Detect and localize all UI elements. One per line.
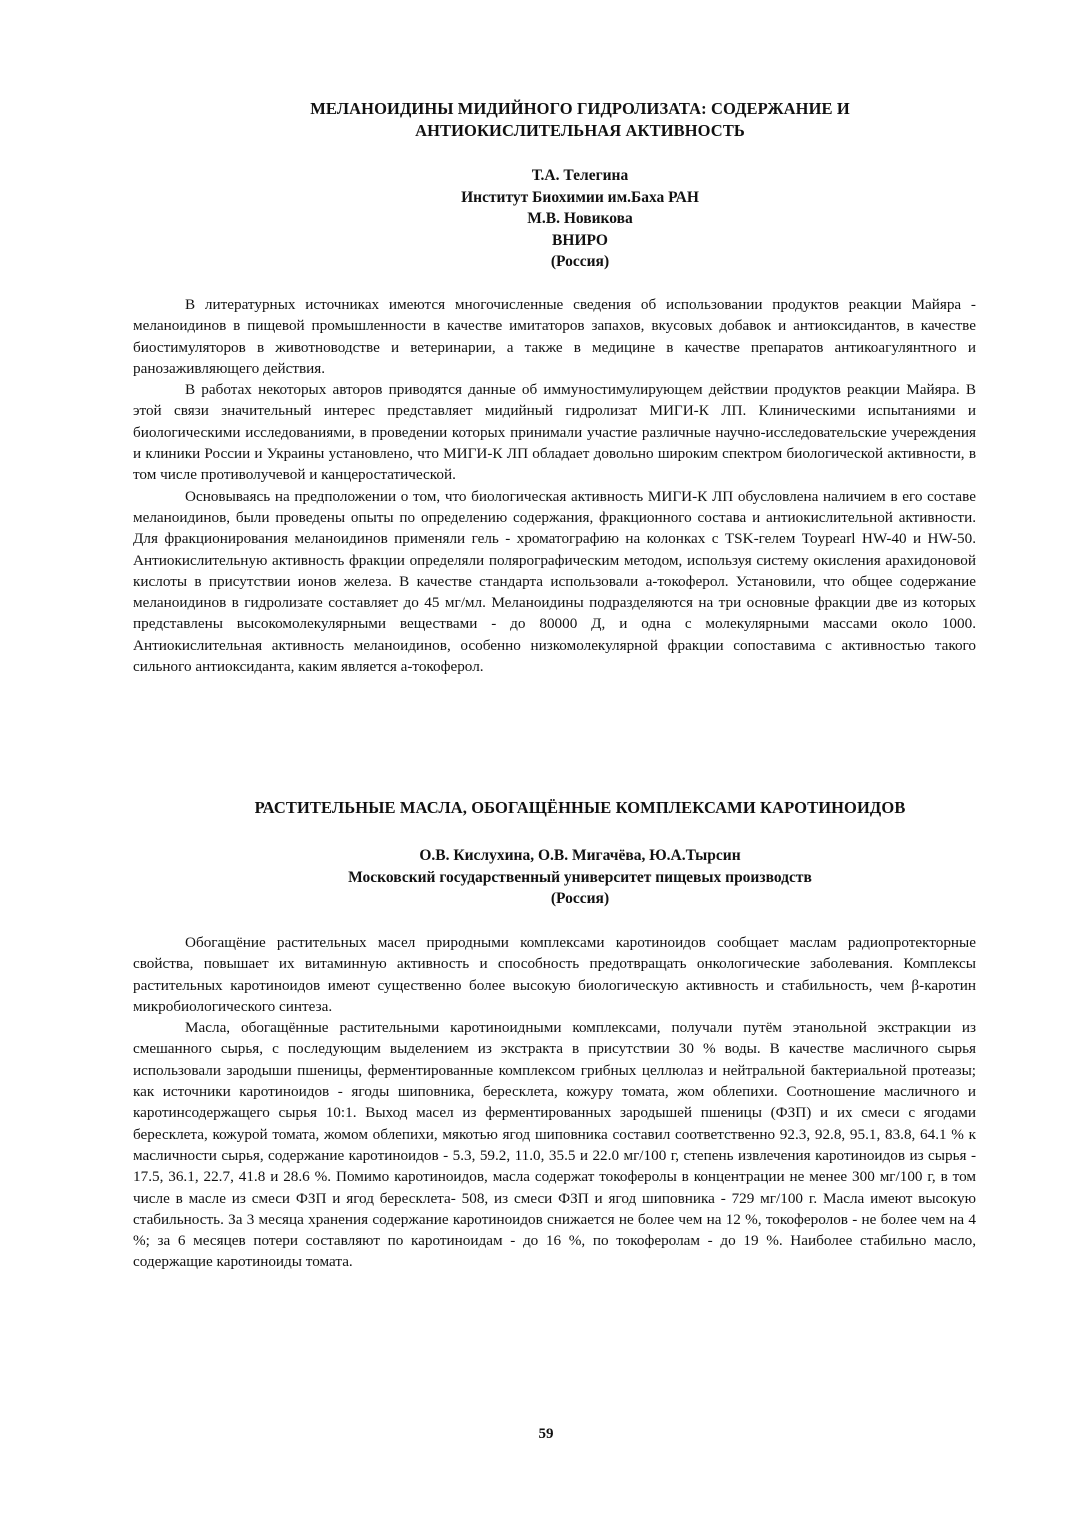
- article-1-title: [160, 98, 1000, 142]
- article-2-title-line-1: РАСТИТЕЛЬНЫЕ МАСЛА, ОБОГАЩЁННЫЕ КОМПЛЕКСАМИ КАРОТИНОИДОВ: [254, 798, 906, 817]
- article-1-body: [133, 294, 976, 677]
- article-2-author-line-3: (Россия): [550, 890, 610, 907]
- article-1-author-line-3: М.В. Новикова: [527, 210, 633, 227]
- article-2-paragraph-1: Обогащёние растительных масел природными комплексами каротиноидов сообщает маслам радиопротекторные свойства, повышает их витаминную активность и способность предотвращать онкологические заболевания. Комплексы растительных каротиноидов имеют существенно более высокую биологическую активность и стабильность, чем β-каротин микробиологического синтеза.: [133, 934, 976, 1015]
- article-1-author-line-1: Т.А. Телегина: [531, 167, 629, 184]
- article-1-author-line-2: Институт Биохимии им.Баха РАН: [461, 188, 699, 206]
- article-1-title-line-2: АНТИОКИСЛИТЕЛЬНАЯ АКТИВНОСТЬ: [415, 121, 745, 140]
- article-1-paragraph-1: В литературных источниках имеются многочисленные сведения об использовании продуктов реакции Майяра - меланоидинов в пищевой промышленности в качестве имитаторов запахов, вкусовых добавок и антиоксидантов, в качестве биостимуляторов в животноводстве и ветеринарии, а также в медицине в качестве препаратов антикоагулянтного и ранозаживляющего действия.: [133, 296, 976, 377]
- article-1-author-line-5: (Россия): [550, 253, 610, 270]
- article-2-author-line-2: Московский государственный университет пищевых производств: [348, 868, 812, 886]
- article-2-authors: [160, 845, 1000, 910]
- article-2-author-line-1: О.В. Кислухина, О.В. Мигачёва, Ю.А.Тырсин: [419, 847, 741, 864]
- article-1-paragraph-2: В работах некоторых авторов приводятся данные об иммуностимулирующем действии продуктов реакции Майяра. В этой связи значительный интерес представляет мидийный гидролизат МИГИ-К ЛП. Клиническими испытаниями и биологическими исследованиями, в проведении которых принимали участие различные научно-исследовательские учереждения и клиники России и Украины установлено, что МИГИ-К ЛП обладает довольно широким спектром биологической активности, в том числе противолучевой и канцеростатической.: [133, 381, 976, 484]
- page-number: 59: [538, 1426, 554, 1442]
- article-2-body: [133, 932, 976, 1273]
- article-1-authors: [160, 165, 1000, 273]
- article-2-paragraph-2: Масла, обогащённые растительными каротиноидными комплексами, получали путём этанольной экстракции из смешанного сырья, с последующим выделением из экстракта в присутствии 30 % воды. В качестве масличного сырья использовали зародыши пшеницы, ферментированные комплексом грибных целлюлаз и нейтральной бактериальной протеазы; как источники каротиноидов - ягоды шиповника, бересклета, кожуру томата, жом облепихи. Соотношение масличного и каротинсодержащего сырья 10:1. Выход масел из ферментированных зародышей пшеницы (ФЗП) и их смеси с ягодами бересклета, кожурой томата, жомом облепихи, мякотью ягод шиповника составил соответственно 92.3, 92.8, 95.1, 83.8, 64.1 % к масличности сырья, содержание каротиноидов - 5.3, 59.2, 11.0, 35.5 и 22.0 мг/100 г, степень извлечения каротиноидов из сырья - 17.5, 36.1, 22.7, 41.8 и 28.6 %. Помимо каротиноидов, масла содержат токоферолы в концентрации не менее 300 мг/100 г, в том числе в масле из смеси ФЗП и ягод бересклета- 508, из смеси ФЗП и ягод шиповника - 729 мг/100 г. Масла имеют высокую стабильность. За 3 месяца хранения содержание каротиноидов снижается не более чем на 12 %, токоферолов - не более чем на 4 %; за 6 месяцев потери составляют по каротиноидам - до 16 %, по токоферолам - до 19 %. Наиболее стабильно масло, содержащие каротиноиды томата.: [133, 1019, 976, 1271]
- article-1-paragraph-3: Основываясь на предположении о том, что биологическая активность МИГИ-К ЛП обусловлена наличием в его составе меланоидинов, были проведены опыты по определению содержания, фракционного состава и антиокислительной активности. Для фракционирования меланоидинов применяли гель - хроматографию на колонках с TSK-гелем Toypearl HW-40 и HW-50. Антиокислительную активность фракции определяли полярографическим методом, используя систему окисления арахидоновой кислоты в присутствии ионов железа. В качестве стандарта использовали а-токоферол. Установили, что общее содержание меланоидинов в гидролизате составляет до 45 мг/мл. Меланоидины подразделяются на три основные фракции две из которых представлены высокомолекулярными веществами - до 80000 Д, и одна с молекулярными массами около 1000. Антиокислительная активность меланоидинов, особенно низкомолекулярной фракции сопоставима с активностью такого сильного антиоксиданта, каким является а-токоферол.: [133, 487, 976, 676]
- article-1-title-line-1: МЕЛАНОИДИНЫ МИДИЙНОГО ГИДРОЛИЗАТА: СОДЕРЖАНИЕ И: [310, 99, 850, 118]
- article-2-title: [160, 797, 1000, 819]
- article-1-author-line-4: ВНИРО: [552, 231, 608, 249]
